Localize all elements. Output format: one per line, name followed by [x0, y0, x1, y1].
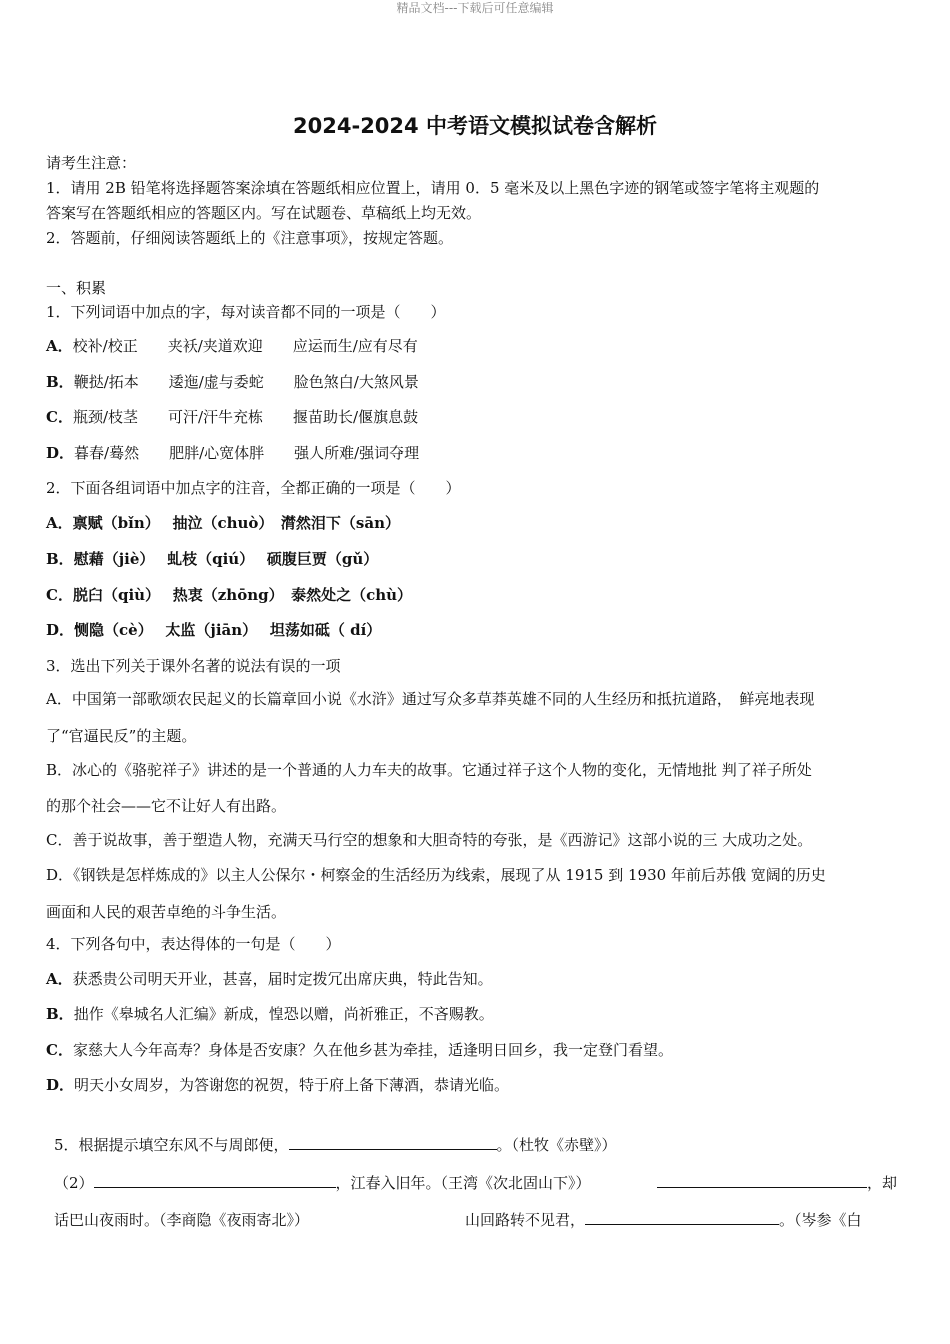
- poem-line: ，却: [867, 1174, 898, 1192]
- option-letter: C．: [46, 408, 73, 426]
- option-letter: A．: [46, 514, 73, 532]
- question-5-source: 。（杜牧《赤壁》）: [496, 1136, 617, 1154]
- question-5-line1: [54, 1135, 924, 1155]
- option-text: 瓶颈/枝茎 可汗/汗牛充栋 揠苗助长/偃旗息鼓: [72, 408, 419, 426]
- option-text: 慰藉（jiè） 虬枝（qiú） 硕腹巨贾（gǔ）: [73, 550, 379, 568]
- question-5-line3-right: [465, 1210, 862, 1230]
- question-3-option-b-line2: 的那个社会——它不让好人有出路。: [46, 797, 287, 815]
- option-text: 家慈大人今年高寿？身体是否安康？久在他乡甚为牵挂，适逢明日回乡，我一定登门看望。: [72, 1041, 673, 1059]
- poem-line: ，江春入旧年。（王湾《次北固山下》）: [335, 1174, 591, 1192]
- question-2-option-a: [46, 513, 916, 533]
- watermark: 精品文档---下载后可任意编辑: [396, 1, 554, 15]
- question-5-line2-right: [657, 1173, 897, 1193]
- option-letter: B．: [46, 550, 74, 568]
- question-1-option-a: [46, 336, 916, 356]
- notice-item-1a: 1．请用 2B 铅笔将选择题答案涂填在答题纸相应位置上，请用 0．5 毫米及以上黑色字迹的钢笔或签字笔将主观题的: [46, 179, 820, 197]
- section-heading: 一、积累: [46, 279, 107, 297]
- question-3-option-b-line1: B．冰心的《骆驼祥子》讲述的是一个普通的人力车夫的故事。它通过祥子这个人物的变化，无情地批 判了祥子所处: [46, 761, 812, 779]
- notice-heading: 请考生注意：: [46, 154, 137, 172]
- item-number: （2）: [54, 1174, 94, 1192]
- option-letter: C．: [46, 1041, 73, 1059]
- option-letter: B．: [46, 1005, 74, 1023]
- option-text: 校补/校正 夹袄/夹道欢迎 应运而生/应有尽有: [72, 337, 418, 355]
- option-letter: C．: [46, 586, 73, 604]
- option-text: 暮春/蓦然 肥胖/心宽体胖 强人所难/强词夺理: [74, 444, 420, 462]
- option-letter: D．: [46, 621, 75, 639]
- option-text: 恻隐（cè） 太监（jiān） 坦荡如砥（ dí）: [74, 621, 382, 639]
- answer-blank[interactable]: [585, 1210, 779, 1225]
- question-2-option-b: [46, 549, 916, 569]
- notice-item-1b: 答案写在答题纸相应的答题区内。写在试题卷、草稿纸上均无效。: [46, 204, 482, 222]
- answer-blank[interactable]: [289, 1135, 497, 1150]
- option-text: 拙作《皋城名人汇编》新成，惶恐以赠，尚祈雅正，不吝赐教。: [73, 1005, 494, 1023]
- option-text: 脱臼（qiù） 热衷（zhōng） 泰然处之（chù）: [72, 586, 413, 604]
- question-5-line3: 话巴山夜雨时。（李商隐《夜雨寄北》）: [54, 1211, 310, 1229]
- answer-blank[interactable]: [657, 1173, 867, 1188]
- answer-blank[interactable]: [94, 1173, 336, 1188]
- question-2-stem: 2．下面各组词语中加点字的注音，全都正确的一项是（ ）: [46, 479, 461, 497]
- notice-item-2: 2．答题前，仔细阅读答题纸上的《注意事项》，按规定答题。: [46, 229, 454, 247]
- question-3-stem: 3．选出下列关于课外名著的说法有误的一项: [46, 657, 341, 675]
- question-3-option-d-line1: D．《钢铁是怎样炼成的》以主人公保尔・柯察金的生活经历为线索，展现了从 1915 到 1930 年前后苏俄 宽阔的历史: [46, 866, 826, 884]
- question-5-stem: 5．根据提示填空东风不与周郎便，: [54, 1136, 289, 1154]
- question-1-option-c: [46, 407, 916, 427]
- option-letter: D．: [46, 1076, 75, 1094]
- option-text: 禀赋（bǐn） 抽泣（chuò） 潸然泪下（sān）: [72, 514, 400, 532]
- option-letter: D．: [46, 444, 75, 462]
- question-1-option-d: [46, 443, 916, 463]
- page-title: 2024-2024 中考语文模拟试卷含解析: [293, 114, 657, 138]
- poem-line: 山回路转不见君，: [465, 1211, 586, 1229]
- option-text: 鞭挞/拓本 逶迤/虚与委蛇 脸色煞白/大煞风景: [73, 373, 419, 391]
- question-3-option-d-line2: 画面和人民的艰苦卓绝的斗争生活。: [46, 903, 287, 921]
- question-3-option-c-line1: C．善于说故事，善于塑造人物，充满天马行空的想象和大胆奇特的夸张，是《西游记》这部小说的三 大成功之处。: [46, 831, 813, 849]
- question-2-option-d: [46, 620, 916, 640]
- question-2-option-c: [46, 585, 916, 605]
- poem-source: 。（岑参《白: [779, 1211, 862, 1229]
- option-letter: A．: [46, 337, 73, 355]
- question-4-option-a: [46, 969, 916, 989]
- option-text: 获悉贵公司明天开业，甚喜，届时定拨冗出席庆典，特此告知。: [72, 970, 493, 988]
- question-4-option-d: [46, 1075, 916, 1095]
- option-letter: B．: [46, 373, 74, 391]
- question-3-option-a-line2: 了“官逼民反”的主题。: [46, 727, 197, 745]
- option-letter: A．: [46, 970, 73, 988]
- question-3-option-a-line1: A．中国第一部歌颂农民起义的长篇章回小说《水浒》通过写众多草莽英雄不同的人生经历和抵抗道路， 鲜亮地表现: [46, 690, 815, 708]
- question-1-option-b: [46, 372, 916, 392]
- question-4-option-c: [46, 1040, 916, 1060]
- question-4-option-b: [46, 1004, 916, 1024]
- option-text: 明天小女周岁，为答谢您的祝贺，特于府上备下薄酒，恭请光临。: [74, 1076, 510, 1094]
- question-1-stem: 1．下列词语中加点的字，每对读音都不同的一项是（ ）: [46, 303, 446, 321]
- question-4-stem: 4．下列各句中，表达得体的一句是（ ）: [46, 935, 341, 953]
